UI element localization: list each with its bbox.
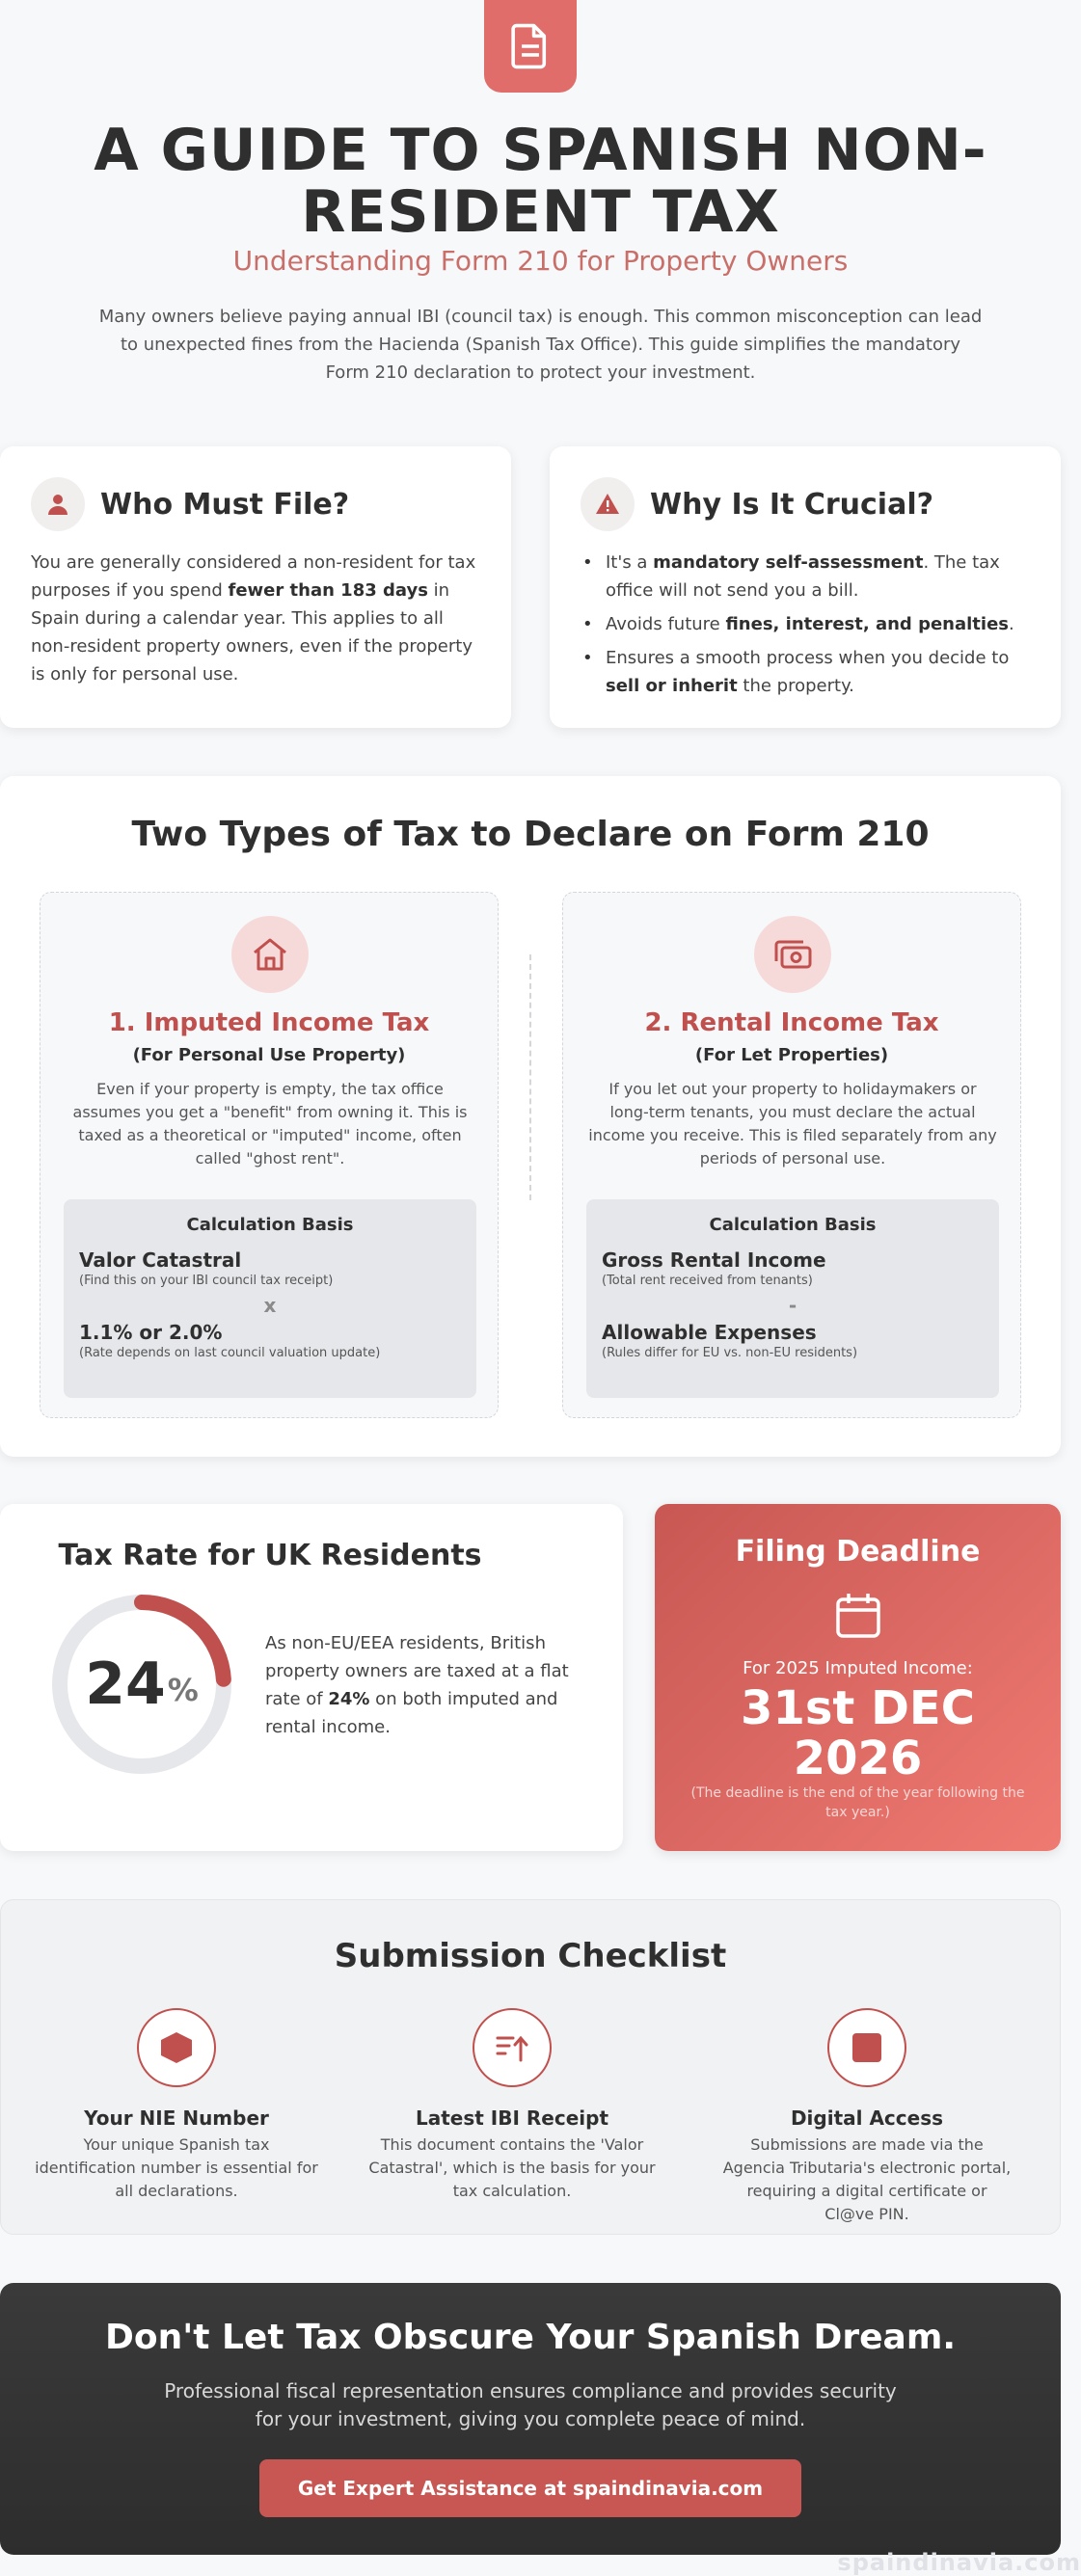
calc-label: Gross Rental Income [602, 1248, 826, 1272]
sort-up-icon [473, 2008, 552, 2087]
deadline-note: (The deadline is the end of the year following the tax year.) [690, 1785, 1025, 1820]
calc-note: (Find this on your IBI council tax receipt) [79, 1274, 334, 1288]
rental-calculation-basis [586, 1199, 999, 1398]
expert-assistance-button[interactable]: Get Expert Assistance at spaindinavia.com [259, 2459, 801, 2517]
cta-text: Professional fiscal representation ensures compliance and provides security for your investment, giving you complete peace of mind. [164, 2379, 897, 2430]
square-icon [827, 2008, 906, 2087]
hexagon-icon [137, 2008, 216, 2087]
calc-operator: x [263, 1294, 277, 1317]
calc-note: (Rate depends on last council valuation update) [79, 1346, 381, 1360]
tax-rate-gauge [50, 1593, 233, 1776]
checklist-section [0, 1899, 1061, 2235]
document-icon [484, 0, 577, 93]
tax-rate-title: Tax Rate for UK Residents [58, 1539, 482, 1572]
why-list [581, 549, 1030, 700]
rental-income-box [562, 892, 1021, 1418]
checklist-title: Submission Checklist [334, 1937, 727, 1975]
calc-operator: - [788, 1294, 797, 1317]
calc-note: (Rules differ for EU vs. non-EU residents) [602, 1346, 858, 1360]
filing-deadline-card [655, 1504, 1061, 1851]
who-title: Who Must File? [100, 487, 350, 522]
who-must-file-card [0, 446, 511, 728]
person-icon [31, 477, 85, 531]
calc-heading: Calculation Basis [709, 1215, 877, 1235]
rental-title: 2. Rental Income Tax [644, 1008, 939, 1037]
calc-label: Allowable Expenses [602, 1321, 817, 1344]
imputed-title: 1. Imputed Income Tax [108, 1008, 430, 1037]
calc-note: (Total rent received from tenants) [602, 1274, 813, 1288]
divider [529, 954, 531, 1200]
checklist-item-title: Your NIE Number [84, 2106, 269, 2130]
tax-rate-unit: % [167, 1672, 199, 1708]
deadline-title: Filing Deadline [735, 1535, 981, 1569]
why-title: Why Is It Crucial? [650, 487, 934, 522]
imputed-income-box [40, 892, 499, 1418]
imputed-subtitle: (For Personal Use Property) [132, 1045, 406, 1065]
list-item: • It's a mandatory self-assessment. The tax office will not send you a bill. [581, 549, 1030, 604]
why-crucial-card [550, 446, 1061, 728]
rental-subtitle: (For Let Properties) [694, 1045, 889, 1065]
house-icon [231, 916, 309, 993]
intro-text: Many owners believe paying annual IBI (council tax) is enough. This common misconception can lead to unexpected fines from the Hacienda (Spanish Tax Office). This guide simplifies the mandatory Form 210 declaration to protect your investment. [98, 307, 983, 383]
list-item: • Ensures a smooth process when you decide to sell or inherit the property. [581, 644, 1030, 700]
calendar-icon [833, 1591, 883, 1641]
checklist-item-title: Digital Access [790, 2106, 944, 2130]
checklist-item-desc: Your unique Spanish tax identification number is essential for all declarations. [35, 2135, 318, 2200]
tax-types-title: Two Types of Tax to Declare on Form 210 [131, 815, 930, 854]
checklist-item-desc: This document contains the 'Valor Catastral', which is the basis for your tax calculation. [368, 2135, 656, 2200]
tax-rate-value: 24 [85, 1650, 166, 1718]
calc-heading: Calculation Basis [186, 1215, 354, 1235]
checklist-item-desc: Submissions are made via the Agencia Tributaria's electronic portal, requiring a digital certificate or Cl@ve PIN. [722, 2135, 1012, 2223]
cta-title: Don't Let Tax Obscure Your Spanish Dream. [104, 2318, 957, 2357]
list-item: • Avoids future fines, interest, and penalties. [581, 610, 1030, 638]
watermark: spaindinavia.com [837, 2549, 1081, 2576]
calc-label: 1.1% or 2.0% [79, 1321, 223, 1344]
imputed-calculation-basis [64, 1199, 476, 1398]
who-text: You are generally considered a non-resident for tax purposes if you spend fewer than 183 days in Spain during a calendar year. This applies to all non-resident property owners, even if the property is only for personal use. [31, 552, 476, 684]
checklist-item-digital [722, 2008, 1012, 2226]
checklist-item-ibi [367, 2008, 657, 2203]
page-title: A GUIDE TO SPANISH NON-RESIDENT TAX [94, 117, 987, 246]
deadline-date: 31st DEC 2026 [741, 1681, 975, 1785]
imputed-desc: Even if your property is empty, the tax office assumes you get a "benefit" from owning it. This is taxed as a theoretical or "imputed" income, often called "ghost rent". [72, 1080, 468, 1167]
checklist-item-title: Latest IBI Receipt [416, 2106, 608, 2130]
cta-section [0, 2283, 1061, 2555]
money-icon [754, 916, 831, 993]
warning-icon [581, 477, 635, 531]
calc-label: Valor Catastral [79, 1248, 242, 1272]
checklist-item-nie [32, 2008, 321, 2203]
tax-types-card [0, 776, 1061, 1457]
tax-rate-card [0, 1504, 623, 1851]
deadline-label: For 2025 Imputed Income: [743, 1658, 973, 1678]
rental-desc: If you let out your property to holidaymakers or long-term tenants, you must declare the actual income you receive. This is filed separately from any periods of personal use. [588, 1080, 997, 1167]
tax-rate-text: As non-EU/EEA residents, British property owners are taxed at a flat rate of 24% on both imputed and rental income. [265, 1633, 569, 1737]
page-subtitle: Understanding Form 210 for Property Owners [232, 245, 849, 277]
